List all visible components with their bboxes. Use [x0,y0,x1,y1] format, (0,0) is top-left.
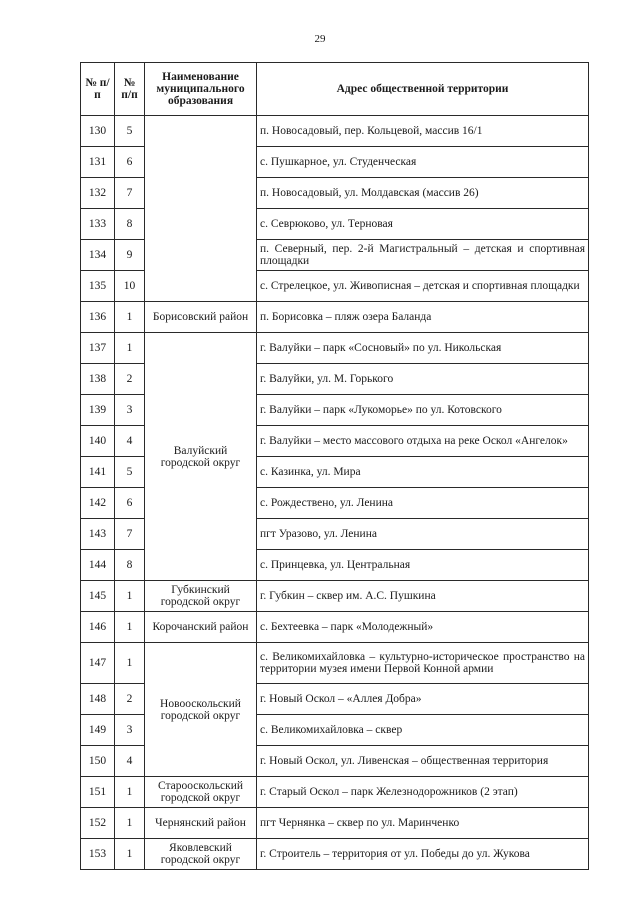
row-index: 131 [81,147,115,178]
row-index: 139 [81,395,115,426]
row-index: 141 [81,457,115,488]
row-sub-index: 1 [115,302,145,333]
row-index: 149 [81,715,115,746]
address-cell: г. Новый Оскол, ул. Ливенская – общественная территория [257,746,589,777]
row-sub-index: 6 [115,147,145,178]
row-index: 132 [81,178,115,209]
row-sub-index: 4 [115,746,145,777]
row-sub-index: 3 [115,395,145,426]
row-index: 143 [81,519,115,550]
row-sub-index: 1 [115,612,145,643]
row-sub-index: 2 [115,364,145,395]
table-header-row [81,63,589,116]
address-cell: г. Новый Оскол – «Аллея Добра» [257,684,589,715]
row-sub-index: 8 [115,550,145,581]
address-cell: с. Пушкарное, ул. Студенческая [257,147,589,178]
municipality-cell-novooskol: Новооскольский городской округ [145,643,257,777]
municipality-cell: Яковлевский городской округ [145,839,257,870]
row-sub-index: 9 [115,240,145,271]
row-index: 147 [81,643,115,684]
row-sub-index: 1 [115,333,145,364]
table-row [81,777,589,808]
municipality-cell-continued [145,116,257,302]
row-index: 145 [81,581,115,612]
address-cell: п. Борисовка – пляж озера Баланда [257,302,589,333]
row-sub-index: 2 [115,684,145,715]
row-index: 134 [81,240,115,271]
row-index: 148 [81,684,115,715]
address-cell: г. Старый Оскол – парк Железнодорожников (2 этап) [257,777,589,808]
table-row [81,643,589,684]
address-cell: с. Великомихайловка – культурно-историческое пространство на территории музея имени Первой Конной армии [257,643,589,684]
row-index: 146 [81,612,115,643]
row-index: 144 [81,550,115,581]
page-number: 29 [314,33,326,45]
row-sub-index: 3 [115,715,145,746]
address-cell: с. Севрюково, ул. Терновая [257,209,589,240]
table-row [81,808,589,839]
row-sub-index: 10 [115,271,145,302]
row-index: 135 [81,271,115,302]
row-sub-index: 1 [115,581,145,612]
municipality-cell: Старооскольский городской округ [145,777,257,808]
address-cell: с. Стрелецкое, ул. Живописная – детская и спортивная площадки [257,271,589,302]
header-col-3: Наименование муниципального образования [145,63,257,116]
address-cell: с. Великомихайловка – сквер [257,715,589,746]
header-col-2: № п/п [115,63,145,116]
table-row [81,116,589,147]
row-index: 150 [81,746,115,777]
address-cell: г. Валуйки – парк «Сосновый» по ул. Никольская [257,333,589,364]
row-index: 138 [81,364,115,395]
row-index: 142 [81,488,115,519]
address-cell: с. Казинка, ул. Мира [257,457,589,488]
address-cell: г. Строитель – территория от ул. Победы до ул. Жукова [257,839,589,870]
municipality-cell-valuyki: Валуйский городской округ [145,333,257,581]
row-sub-index: 7 [115,519,145,550]
row-sub-index: 5 [115,457,145,488]
address-cell: г. Губкин – сквер им. А.С. Пушкина [257,581,589,612]
address-cell: п. Новосадовый, пер. Кольцевой, массив 16/1 [257,116,589,147]
address-cell: пгт Уразово, ул. Ленина [257,519,589,550]
row-sub-index: 4 [115,426,145,457]
row-index: 140 [81,426,115,457]
row-sub-index: 1 [115,643,145,684]
row-index: 133 [81,209,115,240]
row-sub-index: 6 [115,488,145,519]
table-row [81,839,589,870]
municipality-cell: Корочанский район [145,612,257,643]
territory-table [80,62,589,870]
row-sub-index: 1 [115,839,145,870]
row-index: 136 [81,302,115,333]
address-cell: г. Валуйки, ул. М. Горького [257,364,589,395]
header-col-1: № п/п [81,63,115,116]
row-sub-index: 1 [115,777,145,808]
row-sub-index: 8 [115,209,145,240]
table-row [81,612,589,643]
address-cell: с. Принцевка, ул. Центральная [257,550,589,581]
row-sub-index: 7 [115,178,145,209]
table-row [81,333,589,364]
municipality-cell: Борисовский район [145,302,257,333]
address-cell: г. Валуйки – место массового отдыха на реке Оскол «Ангелок» [257,426,589,457]
address-cell: п. Новосадовый, ул. Молдавская (массив 26) [257,178,589,209]
address-cell: с. Бехтеевка – парк «Молодежный» [257,612,589,643]
address-cell: г. Валуйки – парк «Лукоморье» по ул. Котовского [257,395,589,426]
row-sub-index: 1 [115,808,145,839]
row-sub-index: 5 [115,116,145,147]
row-index: 130 [81,116,115,147]
address-cell: пгт Чернянка – сквер по ул. Маринченко [257,808,589,839]
address-cell: п. Северный, пер. 2-й Магистральный – детская и спортивная площадки [257,240,589,271]
municipality-cell: Губкинский городской округ [145,581,257,612]
row-index: 151 [81,777,115,808]
address-cell: с. Рождествено, ул. Ленина [257,488,589,519]
row-index: 153 [81,839,115,870]
table-row [81,302,589,333]
row-index: 137 [81,333,115,364]
row-index: 152 [81,808,115,839]
municipality-cell: Чернянский район [145,808,257,839]
header-col-4: Адрес общественной территории [257,63,589,116]
table-row [81,581,589,612]
